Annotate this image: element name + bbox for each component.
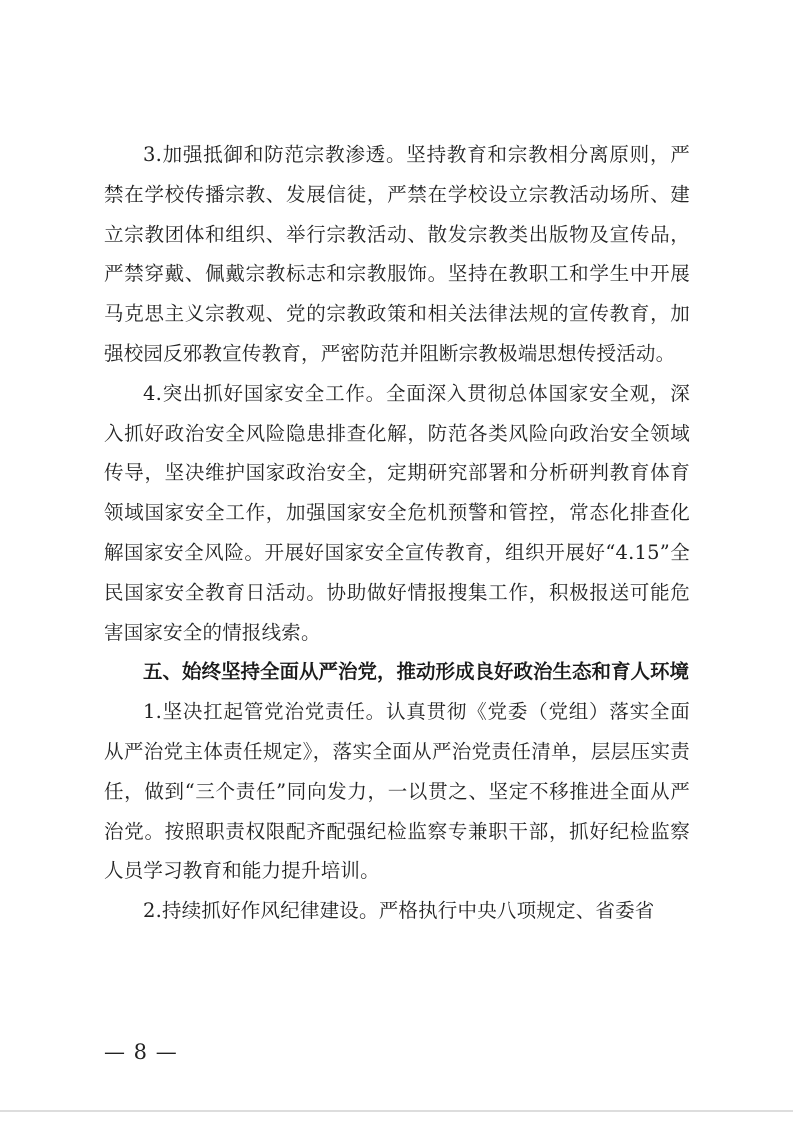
section-heading-five: 五、始终坚持全面从严治党，推动形成良好政治生态和育人环境 — [143, 660, 690, 684]
paragraph-religion-infiltration: 3.加强抵御和防范宗教渗透。坚持教育和宗教相分离原则，严禁在学校传播宗教、发展信徒，严禁在学校设立宗教活动场所、建立宗教团体和组织、举行宗教活动、散发宗教类出版物及宣传品，严禁穿戴、佩戴宗教标志和宗教服饰。坚持在教职工和学生中开展马克思主义宗教观、党的宗教政策和相关法律法规的宣传教育，加强校园反邪教宣传教育，严密防范并阻断宗教极端思想传授活动。 — [104, 143, 690, 365]
paragraph-work-style-discipline: 2.持续抓好作风纪律建设。严格执行中央八项规定、省委省 — [143, 899, 655, 923]
bottom-divider — [0, 1110, 793, 1112]
paragraph-national-security: 4.突出抓好国家安全工作。全面深入贯彻总体国家安全观，深入抓好政治安全风险隐患排查化解，防范各类风险向政治安全领域传导，坚决维护国家政治安全，定期研究部署和分析研判教育体育领域国家安全工作，加强国家安全危机预警和管控，常态化排查化解国家安全风险。开展好国家安全宣传教育，组织开展好“4.15”全民国家安全教育日活动。协助做好情报搜集工作，积极报送可能危害国家安全的情报线索。 — [104, 381, 690, 644]
paragraph-party-responsibility: 1.坚决扛起管党治党责任。认真贯彻《党委（党组）落实全面从严治党主体责任规定》，落实全面从严治党责任清单，层层压实责任，做到“三个责任”同向发力，一以贯之、坚定不移推进全面从严治党。按照职责权限配齐配强纪检监察专兼职干部，抓好纪检监察人员学习教育和能力提升培训。 — [104, 700, 690, 883]
page-number: — 8 — — [104, 1040, 178, 1064]
document-body — [104, 135, 690, 931]
